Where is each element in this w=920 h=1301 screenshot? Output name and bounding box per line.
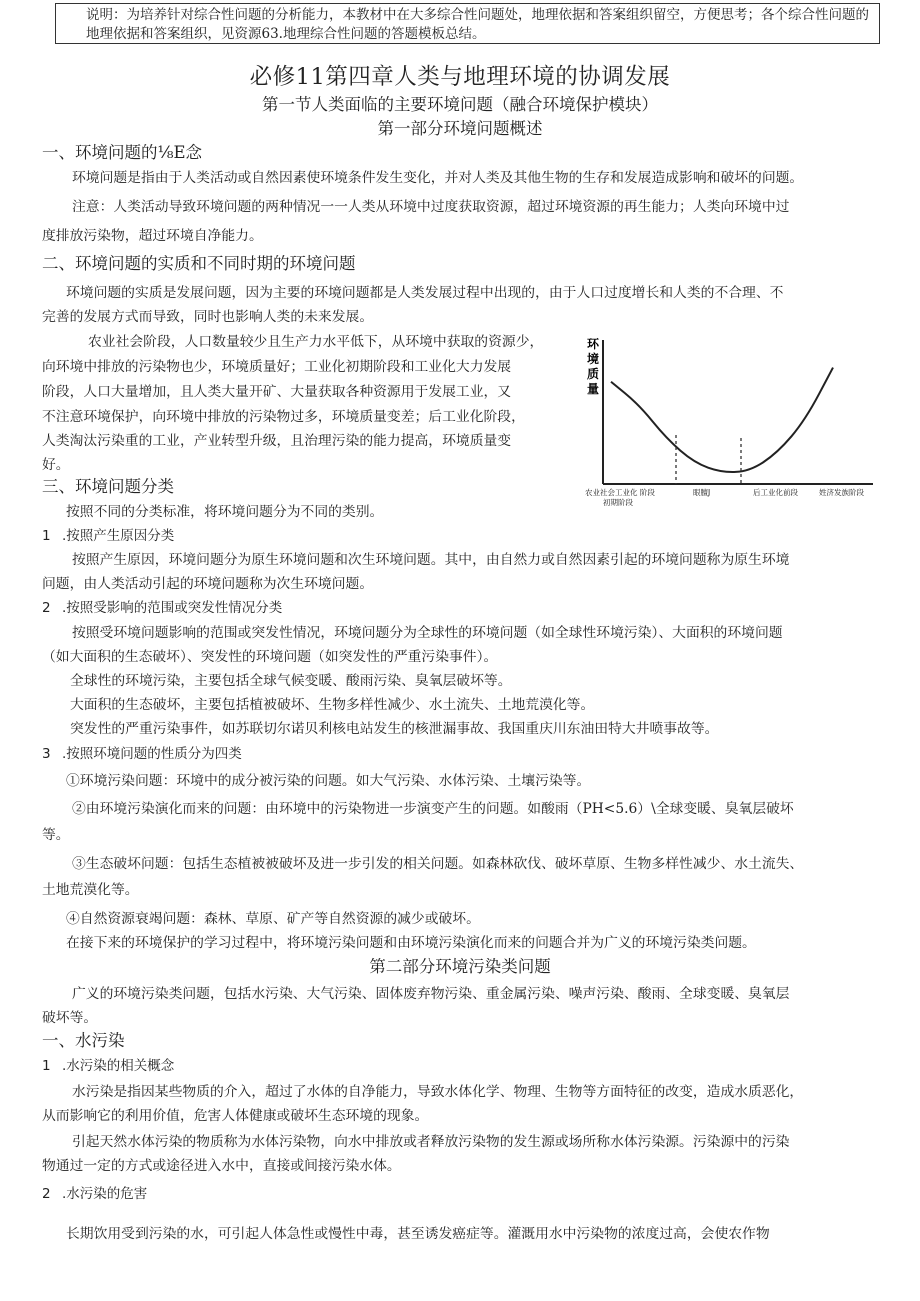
chart-ylabel	[587, 336, 600, 396]
s3-intro: 按照不同的分类标准，将环境问题分为不同的类别。	[66, 504, 384, 520]
chart-ylabel-char: 量	[587, 382, 600, 396]
s2-p2-line: 农业社会阶段，人口数量较少且生产力水平低下，从环境中获取的资源少，	[88, 334, 544, 350]
water-c2-p1: 长期饮用受到污染的水，可引起人体急性或慢性中毒，甚至诱发癌症等。灌溉用水中污染物的浓度过高，会使农作物	[66, 1226, 770, 1242]
water-c1-p1a: 水污染是指因某些物质的介入，超过了水体的自净能力，导致水体化学、物理、生物等方面特征的改变，造成水质恶化，	[72, 1084, 804, 1100]
s3-c3-heading	[42, 744, 242, 764]
s3-c1-p2: 问题，由人类活动引起的环境问题称为次生环境问题。	[42, 576, 374, 592]
s1-p1: 环境问题是指由于人类活动或自然因素使环境条件发生变化，并对人类及其他生物的生存和发展造成影响和破坏的问题。	[72, 170, 804, 186]
environment-quality-chart	[583, 332, 883, 510]
water-c2-heading	[42, 1184, 147, 1204]
s2-p2-line: 不注意环境保护，向环境中排放的污染物过多，环境质量变差；后工业化阶段，	[42, 409, 525, 425]
chart-x-label: 农业社会工业化 阶段	[585, 488, 655, 497]
s3-c3-p2b: 等。	[42, 827, 70, 843]
part2-p1a: 广义的环境污染类问题，包括水污染、大气污染、固体废弃物污染、重金属污染、噪声污染、酸雨、全球变暖、臭氧层	[72, 986, 790, 1002]
water-c1-text: .水污染的相关概念	[62, 1058, 175, 1074]
s3-c2-text: .按照受影响的范围或突发性情况分类	[62, 600, 283, 616]
water-c1-p2b: 物通过一定的方式或途径进入水中，直接或间接污染水体。	[42, 1158, 401, 1174]
s3-c3-text: .按照环境问题的性质分为四类	[62, 746, 242, 762]
s3-c1-heading	[42, 526, 174, 546]
s2-p2-line: 人类淘汰污染重的工业，产业转型升级，且治理污染的能力提高，环境质量变	[42, 433, 512, 449]
s3-c2-p5: 突发性的严重污染事件，如苏联切尔诺贝利核电站发生的核泄漏事故、我国重庆川东油田特大井喷事故等。	[70, 721, 719, 737]
s3-c3-p3b: 土地荒漠化等。	[42, 882, 139, 898]
part1-title: 第一部分环境问题概述	[377, 119, 543, 138]
s3-c3-p3a: ③生态破坏问题：包括生态植被被破坏及进一步引发的相关问题。如森林砍伐、破坏草原、生物多样性减少、水土流失、	[72, 856, 804, 872]
s3-c3-p1: ①环境污染问题：环境中的成分被污染的问题。如大气污染、水体污染、土壤污染等。	[66, 773, 591, 789]
s3-c2-number: 2	[42, 600, 51, 616]
part2-p1b: 破坏等。	[42, 1010, 98, 1026]
s3-c3-p2a: ②由环境污染演化而来的问题：由环境中的污染物进一步演变产生的问题。如酸雨（PH<5.6）\全球变暖、臭氧层破坏	[72, 801, 794, 817]
s3-c1-p1: 按照产生原因，环境问题分为原生环境问题和次生环境问题。其中，由自然力或自然因素引起的环境问题称为原生环境	[72, 552, 790, 568]
s2-p1a: 环境问题的实质是发展问题，因为主要的环境问题都是人类发展过程中出现的，由于人口过度增长和人类的不合理、不	[66, 285, 784, 301]
s2-p2-line: 向环境中排放的污染物也少，环境质量好；工业化初期阶段和工业化大力发展	[42, 359, 512, 375]
water-c1-number: 1	[42, 1058, 51, 1074]
water-c2-number: 2	[42, 1186, 51, 1202]
s3-c1-number: 1	[42, 528, 51, 544]
s3-c2-p4: 大面积的生态破坏，主要包括植被破坏、生物多样性减少、水土流失、土地荒漠化等。	[70, 697, 595, 713]
s2-heading: 二、环境问题的实质和不同时期的环境问题	[42, 254, 356, 273]
chart-ylabel-char: 质	[587, 367, 600, 381]
s3-c2-p3: 全球性的环境污染，主要包括全球气候变暖、酸雨污染、臭氧层破坏等。	[70, 673, 512, 689]
s3-heading: 三、环境问题分类	[42, 477, 174, 496]
chart-series-line	[611, 368, 833, 472]
chart-ylabel-char: 境	[587, 352, 600, 366]
s3-c3-p4: ④自然资源衰竭问题：森林、草原、矿产等自然资源的减少或破坏。	[66, 911, 480, 927]
water-c1-heading	[42, 1056, 174, 1076]
s1-p2a: 注意：人类活动导致环境问题的两种情况一一人类从环境中过度获取资源，超过环境资源的再生能力；人类向环境中过	[72, 199, 790, 215]
chart-x-label: 初期阶段	[603, 498, 633, 507]
part2-title: 第二部分环境污染类问题	[369, 957, 551, 976]
s3-c1-text: .按照产生原因分类	[62, 528, 175, 544]
s3-c3-number: 3	[42, 746, 51, 762]
s3-c2-heading	[42, 598, 282, 618]
water-c2-text: .水污染的危害	[62, 1186, 148, 1202]
water-c1-p1b: 从而影响它的利用价值，危害人体健康或破坏生态环境的现象。	[42, 1108, 429, 1124]
water-c1-p2a: 引起天然水体污染的物质称为水体污染物，向水中排放或者释放污染物的发生源或场所称水体污染源。污染源中的污染	[72, 1134, 790, 1150]
s3-c2-p1: 按照受环境问题影响的范围或突发性情况，环境问题分为全球性的环境问题（如全球性环境污染）、大面积的环境问题	[72, 625, 783, 641]
section-title: 第一节人类面临的主要环境问题（融合环境保护模块）	[262, 95, 658, 114]
s1-heading: 一、环境问题的⅛E念	[42, 143, 203, 162]
s3-c2-p2: （如大面积的生态破坏）、突发性的环境问题（如突发性的严重污染事件）。	[42, 649, 498, 665]
s1-p2b: 度排放污染物，超过环境自净能力。	[42, 228, 263, 244]
s2-p2-line: 阶段，人口大量增加，且人类大量开矿、大量获取各种资源用于发展工业，又	[42, 384, 512, 400]
chart-x-label: 眼膻J	[693, 488, 711, 497]
chart-x-label: 姓济发族阶段	[819, 488, 864, 497]
chart-x-label: 后工业化前段	[753, 488, 798, 497]
notice-box: 说明：为培养针对综合性问题的分析能力，本教材中在大多综合性问题处，地理依据和答案组织留空，方便思考；各个综合性问题的地理依据和答案组织，见资源63.地理综合性问题的答题模板总结。	[55, 3, 880, 44]
water-heading: 一、水污染	[42, 1031, 125, 1050]
chart-ylabel-char: 环	[587, 337, 600, 351]
s3-c3-p5: 在接下来的环境保护的学习过程中，将环境污染问题和由环境污染演化而来的问题合并为广义的环境污染类问题。	[66, 935, 756, 951]
s2-p2-line: 好。	[42, 457, 70, 473]
page-title: 必修11第四章人类与地理环境的协调发展	[249, 64, 671, 90]
s2-p1b: 完善的发展方式而导致，同时也影响人类的未来发展。	[42, 309, 374, 325]
